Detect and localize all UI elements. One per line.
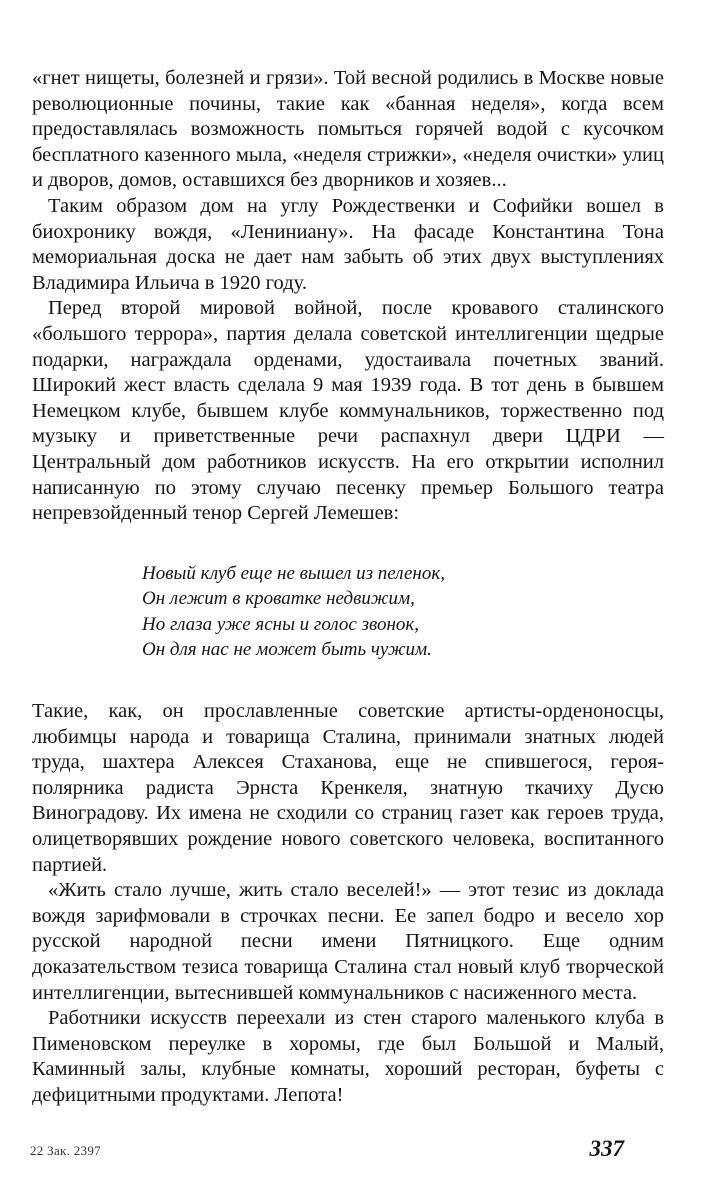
- verse-line-3: Но глаза уже ясны и голос звонок,: [142, 613, 420, 635]
- verse-line-2: Он лежит в кроватке недвижим,: [142, 588, 415, 610]
- paragraph-1: «гнет нищеты, болезней и грязи». Той весной родились в Москве новые революционные почины, такие как «банная неделя», когда всем предоставлялась возможность помыться горячей водой с кусочком бесплатного казенного мыла, «неделя стрижки», «неделя очистки» улиц и дворов, домов, оставшихся без дворников и хозяев...: [32, 67, 664, 192]
- paragraph-3: Перед второй мировой войной, после кровавого сталинского «большого террора», партия делала советской интеллигенции щедрые подарки, награждала орденами, удостаивала почетных званий. Широкий жест власть сделала 9 мая 1939 года. В тот день в бывшем Немецком клубе, бывшем клубе коммунальников, торжественно под музыку и приветственные речи распахнул двери ЦДРИ — Центральный дом работников искусств. На его открытии исполнил написанную по этому случаю песенку премьер Большого театра непревзойденный тенор Сергей Лемешев:: [32, 297, 664, 525]
- paragraph-4: Такие, как, он прославленные советские артисты-орденоносцы, любимцы народа и товарища Сталина, принимали знатных людей труда, шахтера Алексея Стаханова, еще не спившегося, героя-полярника радиста Эрнста Кренкеля, знатную ткачиху Дусю Виноградову. Их имена не сходили со страниц газет как героев труда, олицетворявших рождение нового советского человека, воспитанного партией.: [32, 700, 664, 876]
- paragraph-5: «Жить стало лучше, жить стало веселей!» — этот тезис из доклада вождя зарифмовали в строчках песни. Ее запел бодро и весело хор русской народной песни имени Пятницкого. Еще одним доказательством тезиса товарища Сталина стал новый клуб творческой интеллигенции, вытеснившей коммунальников с насиженного места.: [32, 879, 664, 1004]
- page-body: [32, 66, 664, 1109]
- paragraph-6: Работники искусств переехали из стен старого маленького клуба в Пименовском переулке в хоромы, где был Большой и Малый, Каминный залы, клубные комнаты, хороший ресторан, буфеты с дефицитными продуктами. Лепота!: [32, 1007, 664, 1106]
- verse-line-4: Он для нас не может быть чужим.: [142, 639, 432, 661]
- verse-quote: [142, 561, 664, 663]
- verse-line-1: Новый клуб еще не вышел из пеленок,: [142, 562, 445, 584]
- page-number: 337: [589, 1136, 624, 1161]
- paragraph-2: Таким образом дом на углу Рождественки и Софийки вошел в биохронику вождя, «Лениниану». На фасаде Константина Тона мемориальная доска не дает нам забыть об этих двух выступлениях Владимира Ильича в 1920 году.: [32, 194, 664, 294]
- printer-signature: 22 Зак. 2397: [30, 1143, 101, 1158]
- page-footer: [30, 1136, 624, 1164]
